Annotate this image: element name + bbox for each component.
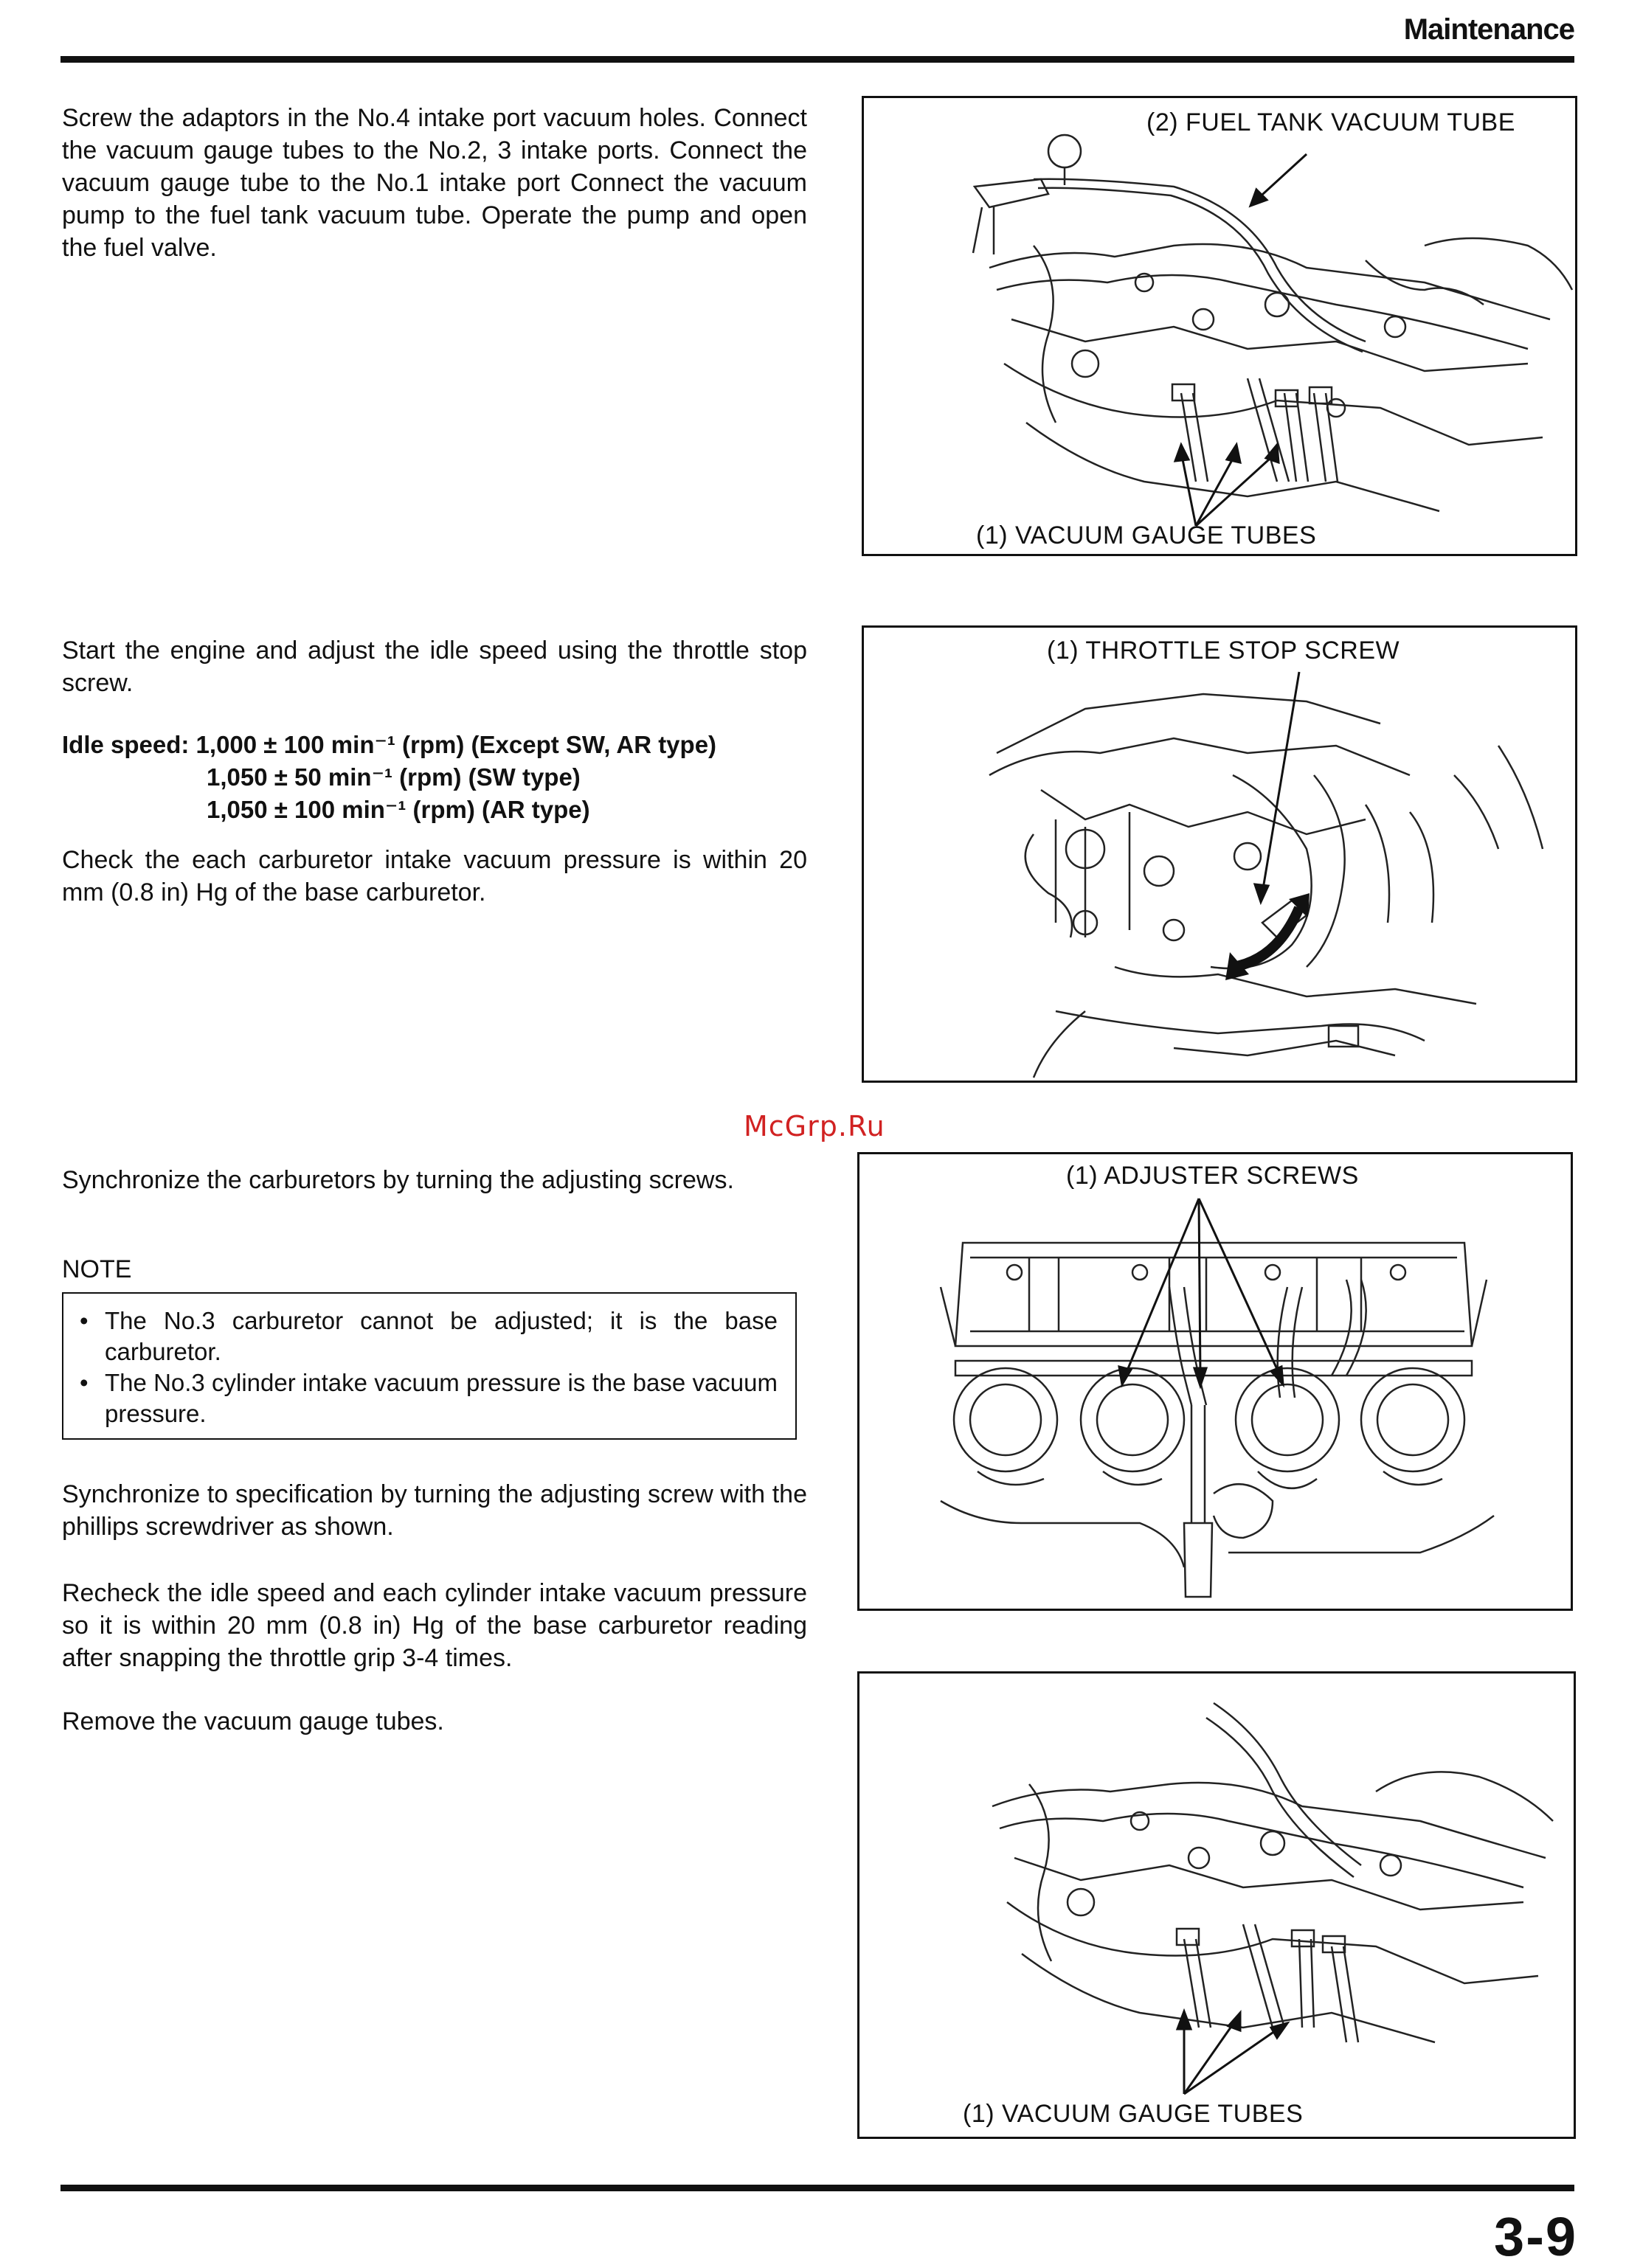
sync-text: Synchronize to specification by turning the adjusting screw with the phillips screwdriver as shown. <box>62 1480 807 1541</box>
figure-vacuum-gauge-tubes-removal <box>857 1671 1576 2139</box>
remove-text: Remove the vacuum gauge tubes. <box>62 1707 444 1735</box>
figure-vacuum-gauge-setup <box>862 96 1577 556</box>
watermark: McGrp.Ru <box>744 1110 885 1142</box>
bullet: • <box>80 1307 89 1334</box>
figure-adjuster-screws <box>857 1152 1573 1611</box>
engine-illustration-1 <box>864 98 1580 558</box>
recheck-text: Recheck the idle speed and each cylinder intake vacuum pressure so it is within 20 mm (0.8 in) Hg of the base carburetor reading after snapping the throttle grip 3-4 times. <box>62 1579 807 1672</box>
remove-paragraph <box>62 1705 807 1738</box>
step3-paragraph <box>62 1164 807 1196</box>
step2-text: Start the engine and adjust the idle speed using the throttle stop screw. <box>62 637 807 697</box>
section-title: Maintenance <box>1403 13 1574 46</box>
idle-speed-line-2: 1,050 ± 50 min⁻¹ (rpm) (SW type) <box>207 763 581 791</box>
step3-text: Synchronize the carburetors by turning the adjusting screws. <box>62 1166 734 1194</box>
throttle-stop-screw-label: (1) THROTTLE STOP SCREW <box>1047 637 1400 665</box>
idle-speed-line-3: 1,050 ± 100 min⁻¹ (rpm) (AR type) <box>207 796 590 823</box>
sync-paragraph <box>62 1478 807 1543</box>
note-item: • The No.3 carburetor cannot be adjusted; it is the base carburetor. <box>80 1307 778 1365</box>
footer-rule <box>60 2185 1574 2191</box>
idle-speed-spec <box>62 729 807 826</box>
fuel-tank-vacuum-tube-label: (2) FUEL TANK VACUUM TUBE <box>1146 108 1515 136</box>
recheck-paragraph <box>62 1577 807 1674</box>
bullet: • <box>80 1369 89 1396</box>
check-vacuum-text: Check the each carburetor intake vacuum pressure is within 20 mm (0.8 in) Hg of the base carburetor. <box>62 846 807 906</box>
adjuster-screws-label: (1) ADJUSTER SCREWS <box>1066 1162 1359 1190</box>
note-box <box>62 1292 797 1440</box>
idle-speed-line-1: Idle speed: 1,000 ± 100 min⁻¹ (rpm) (Except SW, AR type) <box>62 731 717 758</box>
step2-section <box>62 634 807 909</box>
step1-paragraph <box>62 102 807 264</box>
vacuum-gauge-tubes-label: (1) VACUUM GAUGE TUBES <box>976 521 1317 549</box>
header-rule <box>60 56 1574 63</box>
page-number: 3-9 <box>1494 2206 1577 2267</box>
note-label: NOTE <box>62 1255 132 1283</box>
note-item: • The No.3 cylinder intake vacuum pressure is the base vacuum pressure. <box>80 1369 778 1427</box>
figure-throttle-stop-screw <box>862 625 1577 1083</box>
engine-illustration-4 <box>859 1674 1578 2141</box>
engine-illustration-2 <box>864 628 1580 1085</box>
step1-text: Screw the adaptors in the No.4 intake port vacuum holes. Connect the vacuum gauge tubes to the No.2, 3 intake ports. Connect the vacuum gauge tube to the No.1 intake port Connect the vacuum pump to the fuel tank vacuum tube. Operate the pump and open the fuel valve. <box>62 104 807 262</box>
carburetor-illustration <box>859 1154 1575 1613</box>
vacuum-gauge-tubes-label: (1) VACUUM GAUGE TUBES <box>963 2100 1304 2128</box>
